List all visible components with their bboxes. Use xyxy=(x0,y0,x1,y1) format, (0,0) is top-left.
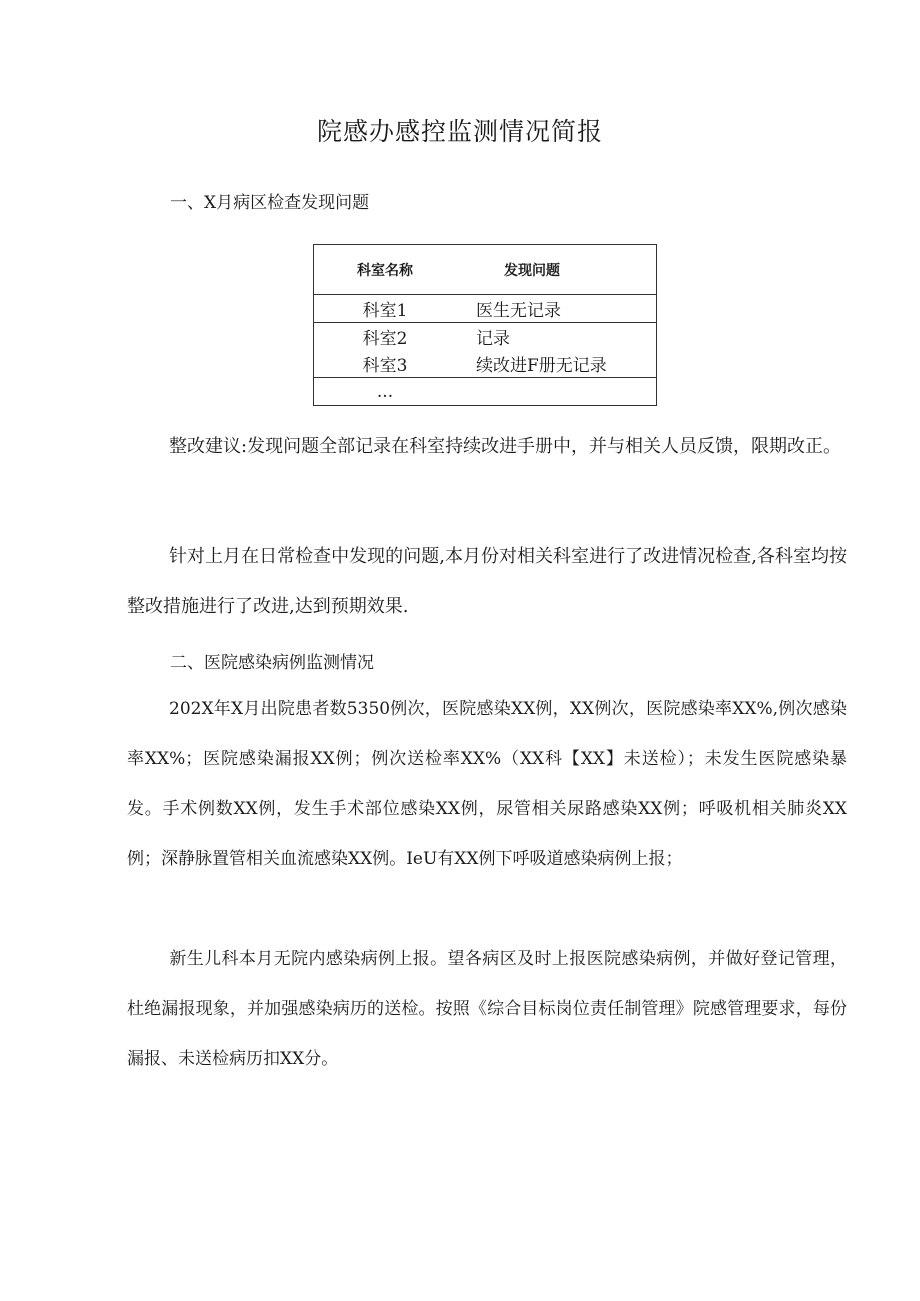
rectification-text: 整改建议:发现问题全部记录在科室持续改进手册中，并与相关人员反馈，限期改正。 xyxy=(169,436,842,457)
monitoring-text: 202X年X月出院患者数5350例次，医院感染XX例，XX例次，医院感染率XX%,例次感染率XX%；医院感染漏报XX例；例次送检率XX%（XX科【XX】未送检）；未发生医院感染暴发。手术例数XX例，发生手术部位感染XX例，尿管相关尿路感染XX例；呼吸机相关肺炎XX例；深静脉置管相关血流感染XX例。IeU有XX例下呼吸道感染病例上报； xyxy=(127,699,847,869)
column-header-department: 科室名称 xyxy=(314,245,457,295)
column-header-issue: 发现问题 xyxy=(456,245,657,295)
table-row xyxy=(314,323,657,351)
table-row xyxy=(314,295,657,323)
cell-department: 科室1 xyxy=(362,301,408,321)
table-row xyxy=(314,350,657,378)
table-row xyxy=(314,378,657,406)
table-header-row xyxy=(314,245,657,295)
cell-issue: 医生无记录 xyxy=(476,301,561,321)
followup-text: 针对上月在日常检查中发现的问题,本月份对相关科室进行了改进情况检查,各科室均按整改措施进行了改进,达到预期效果. xyxy=(127,546,847,617)
rectification-paragraph xyxy=(127,422,847,472)
followup-paragraph xyxy=(127,532,847,632)
cell-department: ... xyxy=(314,378,457,406)
document-title: 院感办感控监测情况简报 xyxy=(316,117,603,146)
neonatal-paragraph xyxy=(127,934,847,1084)
cell-department: 科室3 xyxy=(362,356,408,376)
section-2-heading: 二、医院感染病例监测情况 xyxy=(170,653,374,673)
neonatal-text: 新生儿科本月无院内感染病例上报。望各病区及时上报医院感染病例，并做好登记管理，杜绝漏报现象，并加强感染病历的送检。按照《综合目标岗位责任制管理》院感管理要求，每份漏报、未送检病历扣XX分。 xyxy=(127,949,847,1069)
cell-department: 科室2 xyxy=(314,323,457,351)
section-1-heading: 一、X月病区检查发现问题 xyxy=(170,193,370,213)
monitoring-paragraph xyxy=(127,684,847,884)
cell-issue: 续改进F册无记录 xyxy=(476,356,607,376)
cell-issue xyxy=(456,378,657,406)
inspection-issues-table xyxy=(313,244,657,406)
cell-issue: 记录 xyxy=(456,323,657,351)
